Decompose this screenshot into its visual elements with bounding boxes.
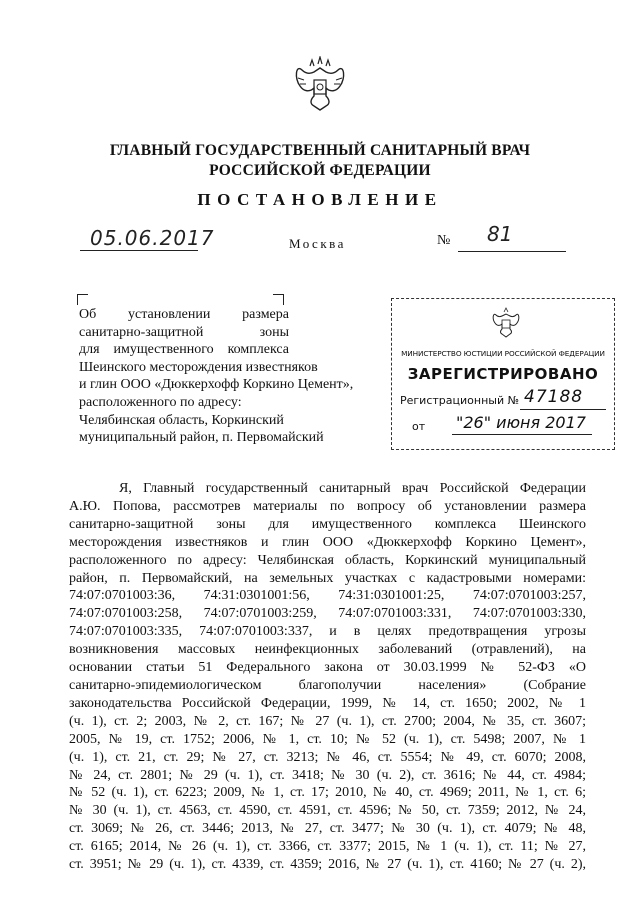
subject-bracket-left bbox=[77, 294, 88, 305]
body-text bbox=[69, 480, 586, 874]
body-line: основании статьи 51 Федерального закона от 30.03.1999 № 52-ФЗ «О bbox=[69, 660, 586, 676]
body-line: возникновения массовых неинфекционных заболеваний (отравлений), на bbox=[69, 642, 586, 658]
document-type-title: ПОСТАНОВЛЕНИЕ bbox=[197, 190, 443, 209]
body-line: 74:07:0701003:36, 74:31:0301001:56, 74:31:0301001:25, 74:07:0701003:257, bbox=[69, 588, 586, 604]
body-line: (ч. 1), ст. 2; 2003, № 2, ст. 167; № 27 (ч. 1), ст. 2700; 2004, № 35, ст. 3607; bbox=[69, 713, 586, 729]
coat-of-arms-icon bbox=[292, 56, 348, 116]
body-line: ст. 3951; № 29 (ч. 1), ст. 4339, ст. 4359; 2016, № 27 (ч. 1), ст. 4160; № 27 (ч. 2), bbox=[69, 857, 586, 873]
subject-line: муниципальный район, п. Первомайский bbox=[79, 430, 324, 446]
body-line: расположенного по адресу: Челябинская область, Коркинский муниципальный bbox=[69, 552, 586, 568]
body-line: 74:07:0701003:258, 74:07:0701003:259, 74:07:0701003:331, 74:07:0701003:330, bbox=[69, 606, 586, 622]
handwritten-number: 81 bbox=[487, 222, 513, 246]
body-line: ст. 3069; № 26, ст. 3446; 2013, № 27, ст. 3477; № 30 (ч. 1), ст. 4079; № 48, bbox=[69, 821, 586, 837]
subject-line: расположенного по адресу: bbox=[79, 394, 242, 410]
subject-line: Челябинская область, Коркинский bbox=[79, 412, 284, 428]
body-line: законодательства Российской Федерации, 1999, № 14, ст. 1650; 2002, № 1 bbox=[69, 695, 586, 711]
subject-bracket-right bbox=[273, 294, 284, 305]
body-line: (ч. 1), ст. 21, ст. 29; № 27, ст. 3213; № 46, ст. 5554; № 49, ст. 6070; 2008, bbox=[69, 749, 586, 765]
subject-line: Шеинского месторождения известняков bbox=[79, 359, 318, 375]
body-line: ст. 6165; 2014, № 26 (ч. 1), ст. 3366, ст. 3377; 2015, № 1 (ч. 1), ст. 11; № 27, bbox=[69, 839, 586, 855]
city-label: Москва bbox=[289, 236, 346, 251]
body-line: А.Ю. Попова, рассмотрев материалы по вопросу об установлении размера bbox=[69, 498, 586, 514]
number-label: № bbox=[437, 233, 451, 248]
issuing-authority-line2: РОССИЙСКОЙ ФЕДЕРАЦИИ bbox=[209, 162, 431, 179]
number-underline bbox=[458, 251, 566, 252]
body-line: № 24, ст. 2801; № 29 (ч. 1), ст. 3418; № 30 (ч. 2), ст. 3616; № 44, ст. 4984; bbox=[69, 767, 586, 783]
stamp-date: "26" июня 2017 bbox=[456, 413, 586, 432]
stamp-date-label: от bbox=[412, 420, 426, 433]
stamp-date-underline bbox=[452, 434, 592, 435]
subject-line: санитарно-защитной зоны bbox=[79, 324, 289, 340]
subject-line: и глин ООО «Дюккерхофф Коркино Цемент», bbox=[79, 377, 354, 393]
body-line: 2005, № 19, ст. 1752; 2006, № 1, ст. 10; № 52 (ч. 1), ст. 5498; 2007, № 1 bbox=[69, 731, 586, 747]
registration-stamp bbox=[391, 298, 615, 450]
stamp-reg-underline bbox=[520, 409, 606, 410]
body-line: № 52 (ч. 1), ст. 6223; 2009, № 1, ст. 17; 2010, № 40, ст. 4969; 2011, № 1, ст. 6; bbox=[69, 785, 586, 801]
subject-block bbox=[79, 306, 354, 447]
subject-line: Об установлении размера bbox=[79, 307, 289, 322]
stamp-reg-number: 47188 bbox=[524, 387, 584, 407]
stamp-ministry-name: МИНИСТЕРСТВО ЮСТИЦИИ РОССИЙСКОЙ ФЕДЕРАЦИИ bbox=[401, 349, 605, 358]
body-line: район, п. Первомайский, на земельных участках с кадастровыми номерами: bbox=[69, 570, 586, 586]
body-line: месторождения известняков и глин ООО «Дюккерхофф Коркино Цемент», bbox=[69, 534, 586, 550]
body-line: № 30 (ч. 1), ст. 4563, ст. 4590, ст. 4591, ст. 4596; № 50, ст. 7359; 2012, № 24, bbox=[69, 803, 586, 819]
body-line: 74:07:0701003:335, 74:07:0701003:337, и в целях предотвращения угрозы bbox=[69, 624, 586, 640]
issuing-authority-line1: ГЛАВНЫЙ ГОСУДАРСТВЕННЫЙ САНИТАРНЫЙ ВРАЧ bbox=[109, 142, 531, 159]
subject-line: для имущественного комплекса bbox=[79, 342, 289, 358]
handwritten-date: 05.06.2017 bbox=[90, 226, 215, 250]
stamp-emblem-icon bbox=[491, 307, 521, 341]
body-line: санитарно-эпидемиологическом благополучии населения» (Собрание bbox=[69, 677, 586, 693]
stamp-reg-number-label: Регистрационный № bbox=[400, 394, 520, 407]
body-line: Я, Главный государственный санитарный врач Российской Федерации bbox=[119, 481, 586, 496]
date-underline bbox=[80, 250, 198, 251]
body-line: санитарно-защитной зоны для имущественного комплекса Шеинского bbox=[69, 516, 586, 532]
stamp-registered-label: ЗАРЕГИСТРИРОВАНО bbox=[407, 365, 599, 383]
